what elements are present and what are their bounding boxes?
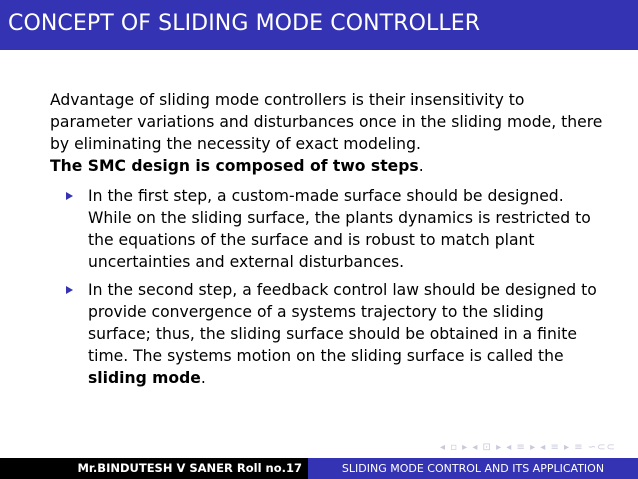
beamer-navigation-icons[interactable]: ◂ ▫ ▸ ◂ ⊡ ▸ ◂ ≡ ▸ ◂ ≡ ▸ ≡ ∽⊂⊂ [440,442,616,453]
list-item-text: In the second step, a feedback control law should be designed to provide convergence of a systems trajectory to the sliding surface; thus, the sliding surface should be obtained in a finite time. The systems motion on the sliding surface is called the [88,281,597,365]
list-item-suffix: . [200,369,206,387]
slide-title: CONCEPT OF SLIDING MODE CONTROLLER [8,11,481,36]
footer-author: Mr.BINDUTESH V SANER Roll no.17 [0,458,308,479]
intro-paragraph [50,89,610,155]
list-item [50,185,610,273]
steps-list [50,185,610,389]
triangle-bullet-icon [66,192,73,200]
footer-bar [0,458,638,479]
list-item [50,279,610,389]
slide-content [50,89,610,395]
design-statement [50,155,610,177]
list-item-text: In the first step, a custom-made surface should be designed. While on the sliding surface, the plants dynamics is restricted to the equations of the surface and is robust to match plant uncertainties and external disturbances. [88,187,591,271]
design-suffix: . [418,157,424,175]
sliding-mode-term: sliding mode [88,369,201,387]
design-bold-text: The SMC design is composed of two steps [50,157,419,175]
triangle-bullet-icon [66,286,73,294]
intro-text: Advantage of sliding mode controllers is their insensitivity to parameter variations and disturbances once in the sliding mode, there by eliminating the necessity of exact modeling. [50,91,603,153]
footer-short-title: SLIDING MODE CONTROL AND ITS APPLICATION [308,458,638,479]
title-bar [0,0,638,50]
